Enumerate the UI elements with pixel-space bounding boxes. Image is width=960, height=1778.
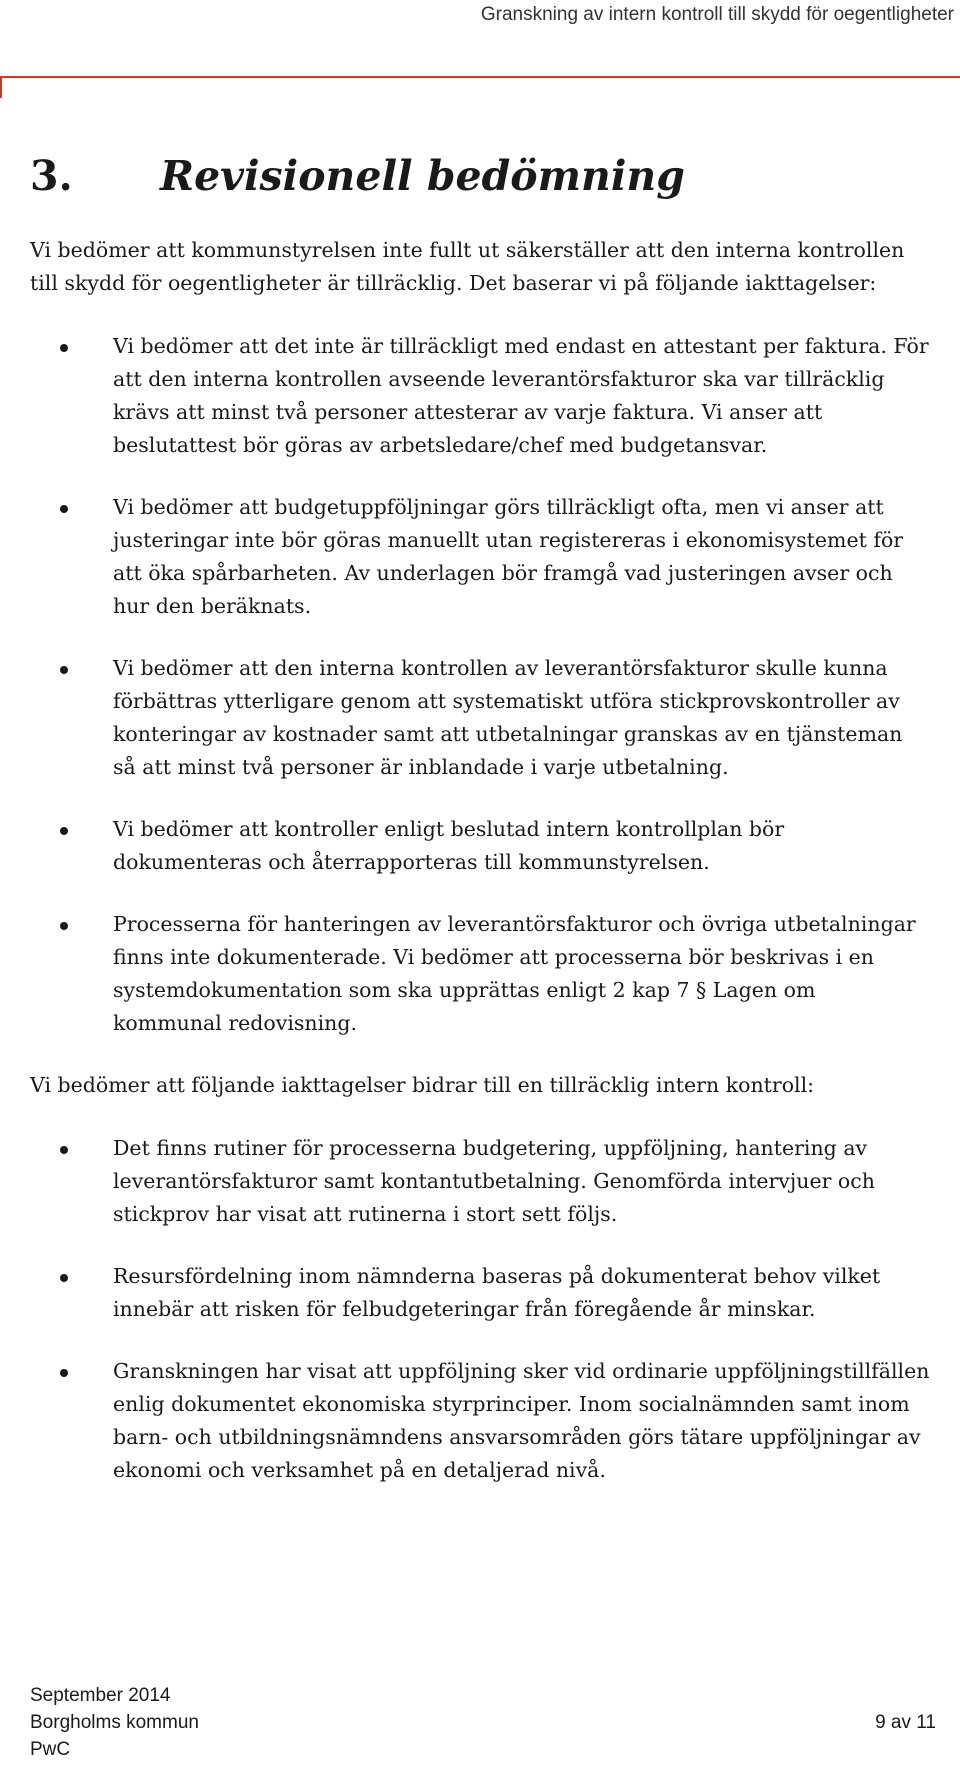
list-item-text: Vi bedömer att kontroller enligt beslutad intern kontrollplan bör dokumenteras och återrapporteras till kommunstyrelsen. bbox=[113, 817, 785, 874]
list-item-text: Det finns rutiner för processerna budgetering, uppföljning, hantering av leverantörsfakturor samt kontantutbetalning. Genomförda intervjuer och stickprov har visat att rutinerna i stort sett följs. bbox=[113, 1136, 875, 1226]
bullet-icon bbox=[60, 1369, 68, 1377]
footer-company: PwC bbox=[30, 1739, 71, 1760]
page-footer bbox=[30, 1682, 936, 1763]
intro-paragraph: Vi bedömer att kommunstyrelsen inte fullt ut säkerställer att den interna kontrollen till skydd för oegentligheter är tillräcklig. Det baserar vi på följande iakttagelser: bbox=[30, 238, 905, 295]
list-item bbox=[30, 652, 930, 784]
list-item-text: Vi bedömer att den interna kontrollen av leverantörsfakturor skulle kunna förbättras ytterligare genom att systematiskt utföra stickprovskontroller av konteringar av kostnader samt att utbetalningar granskas av en tjänsteman så att minst två personer är inblandade i varje utbetalning. bbox=[113, 656, 903, 779]
footer-date: September 2014 bbox=[30, 1685, 171, 1706]
list-item bbox=[30, 813, 930, 879]
bullet-icon bbox=[60, 1146, 68, 1154]
page-content bbox=[30, 150, 930, 1516]
positive-observations-list bbox=[30, 1132, 930, 1487]
section-heading bbox=[30, 150, 930, 202]
bullet-icon bbox=[60, 344, 68, 352]
list-item bbox=[30, 491, 930, 623]
list-item-text: Vi bedömer att budgetuppföljningar görs tillräckligt ofta, men vi anser att justeringar inte bör göras manuellt utan registereras i ekonomisystemet för att öka spårbarheten. Av underlagen bör framgå vad justeringen avser och hur den beräknats. bbox=[113, 495, 904, 618]
bullet-icon bbox=[60, 827, 68, 835]
bullet-icon bbox=[60, 922, 68, 930]
list-item bbox=[30, 908, 930, 1040]
footer-organization: Borgholms kommun bbox=[30, 1712, 199, 1733]
list-item bbox=[30, 1355, 930, 1487]
list-item-text: Processerna för hanteringen av leverantörsfakturor och övriga utbetalningar finns inte dokumenterade. Vi bedömer att processerna bör beskrivas i en systemdokumentation som ska upprättas enligt 2 kap 7 § Lagen om kommunal redovisning. bbox=[113, 912, 916, 1035]
list-item-text: Resursfördelning inom nämnderna baseras på dokumenterat behov vilket innebär att risken för felbudgeteringar från föregående år minskar. bbox=[113, 1264, 881, 1321]
bullet-icon bbox=[60, 666, 68, 674]
observations-list bbox=[30, 330, 930, 1040]
list-item-text: Vi bedömer att det inte är tillräckligt med endast en attestant per faktura. För att den interna kontrollen avseende leverantörsfakturor ska var tillräcklig krävs att minst två personer attesterar av varje faktura. Vi anser att beslutattest bör göras av arbetsledare/chef med budgetansvar. bbox=[113, 334, 929, 457]
positive-intro-paragraph: Vi bedömer att följande iakttagelser bidrar till en tillräcklig intern kontroll: bbox=[30, 1073, 815, 1097]
document-header-title: Granskning av intern kontroll till skydd för oegentligheter bbox=[480, 4, 954, 25]
bullet-icon bbox=[60, 505, 68, 513]
list-item bbox=[30, 1132, 930, 1231]
header-divider-tick bbox=[0, 76, 2, 98]
page-number: 9 av 11 bbox=[875, 1712, 936, 1733]
list-item-text: Granskningen har visat att uppföljning sker vid ordinarie uppföljningstillfällen enlig dokumentet ekonomiska styrprinciper. Inom socialnämnden samt inom barn- och utbildningsnämndens ansvarsområden görs tätare uppföljningar av ekonomi och verksamhet på en detaljerad nivå. bbox=[113, 1359, 930, 1482]
section-number: 3. bbox=[30, 152, 73, 200]
header-divider bbox=[0, 76, 960, 78]
bullet-icon bbox=[60, 1274, 68, 1282]
list-item bbox=[30, 1260, 930, 1326]
list-item bbox=[30, 330, 930, 462]
section-title: Revisionell bedömning bbox=[160, 152, 685, 200]
